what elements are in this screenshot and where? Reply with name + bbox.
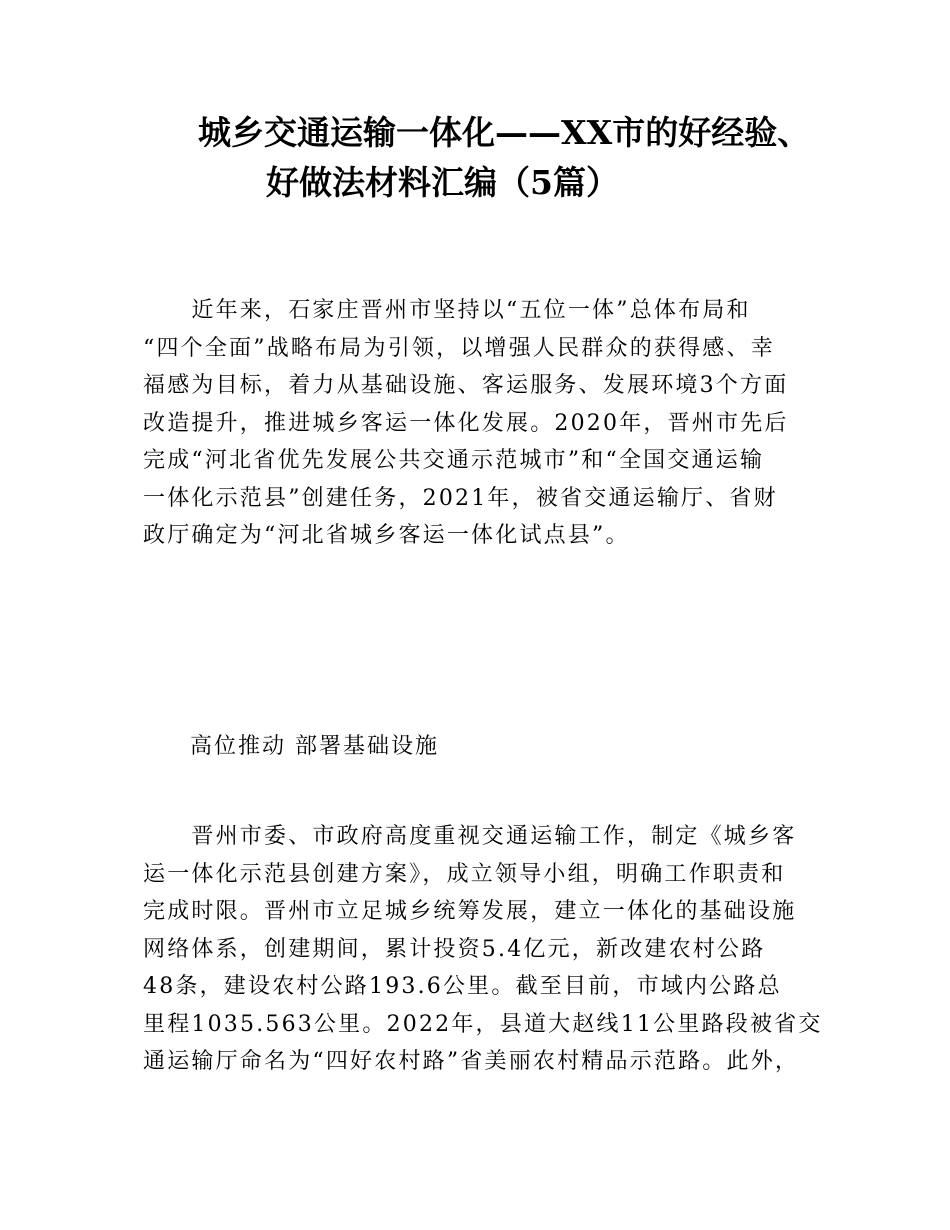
paragraph-line: 网络体系，创建期间，累计投资5.4亿元，新改建农村公路 [143,936,766,962]
paragraph-line: 一体化示范县”创建任务，2021年，被省交通运输厅、省财 [143,485,778,511]
section-heading: 高位推动 部署基础设施 [190,734,439,759]
paragraph-line: 48条，建设农村公路193.6公里。截至目前，市域内公路总 [143,974,782,999]
title-line-2: 好做法材料汇编（5篇） [266,163,619,202]
intro-paragraph [143,292,823,555]
paragraph-line: 通运输厅命名为“四好农村路”省美丽农村精品示范路。此外， [143,1049,800,1074]
body-paragraph [143,818,823,1081]
paragraph-line: 运一体化示范县创建方案》，成立领导小组，明确工作职责和 [143,861,786,887]
title-line-1: 城乡交通运输一体化——XX市的好经验、 [198,113,811,152]
paragraph-line: 里程1035.563公里。2022年，县道大赵线11公里路段被省交 [143,1011,823,1037]
paragraph-line: “四个全面”战略布局为引领，以增强人民群众的获得感、幸 [143,335,775,361]
paragraph-line: 政厅确定为“河北省城乡客运一体化试点县”。 [143,523,630,548]
paragraph-line: 晋州市委、市政府高度重视交通运输工作，制定《城乡客 [143,824,797,849]
paragraph-line: 完成时限。晋州市立足城乡统筹发展，建立一体化的基础设施 [143,899,797,924]
paragraph-line: 福感为目标，着力从基础设施、客运服务、发展环境3个方面 [143,373,789,398]
paragraph-line: 改造提升，推进城乡客运一体化发展。2020年，晋州市先后 [143,410,789,436]
paragraph-line: 近年来，石家庄晋州市坚持以“五位一体”总体布局和 [143,298,751,323]
paragraph-line: 完成“河北省优先发展公共交通示范城市”和“全国交通运输 [143,448,765,473]
